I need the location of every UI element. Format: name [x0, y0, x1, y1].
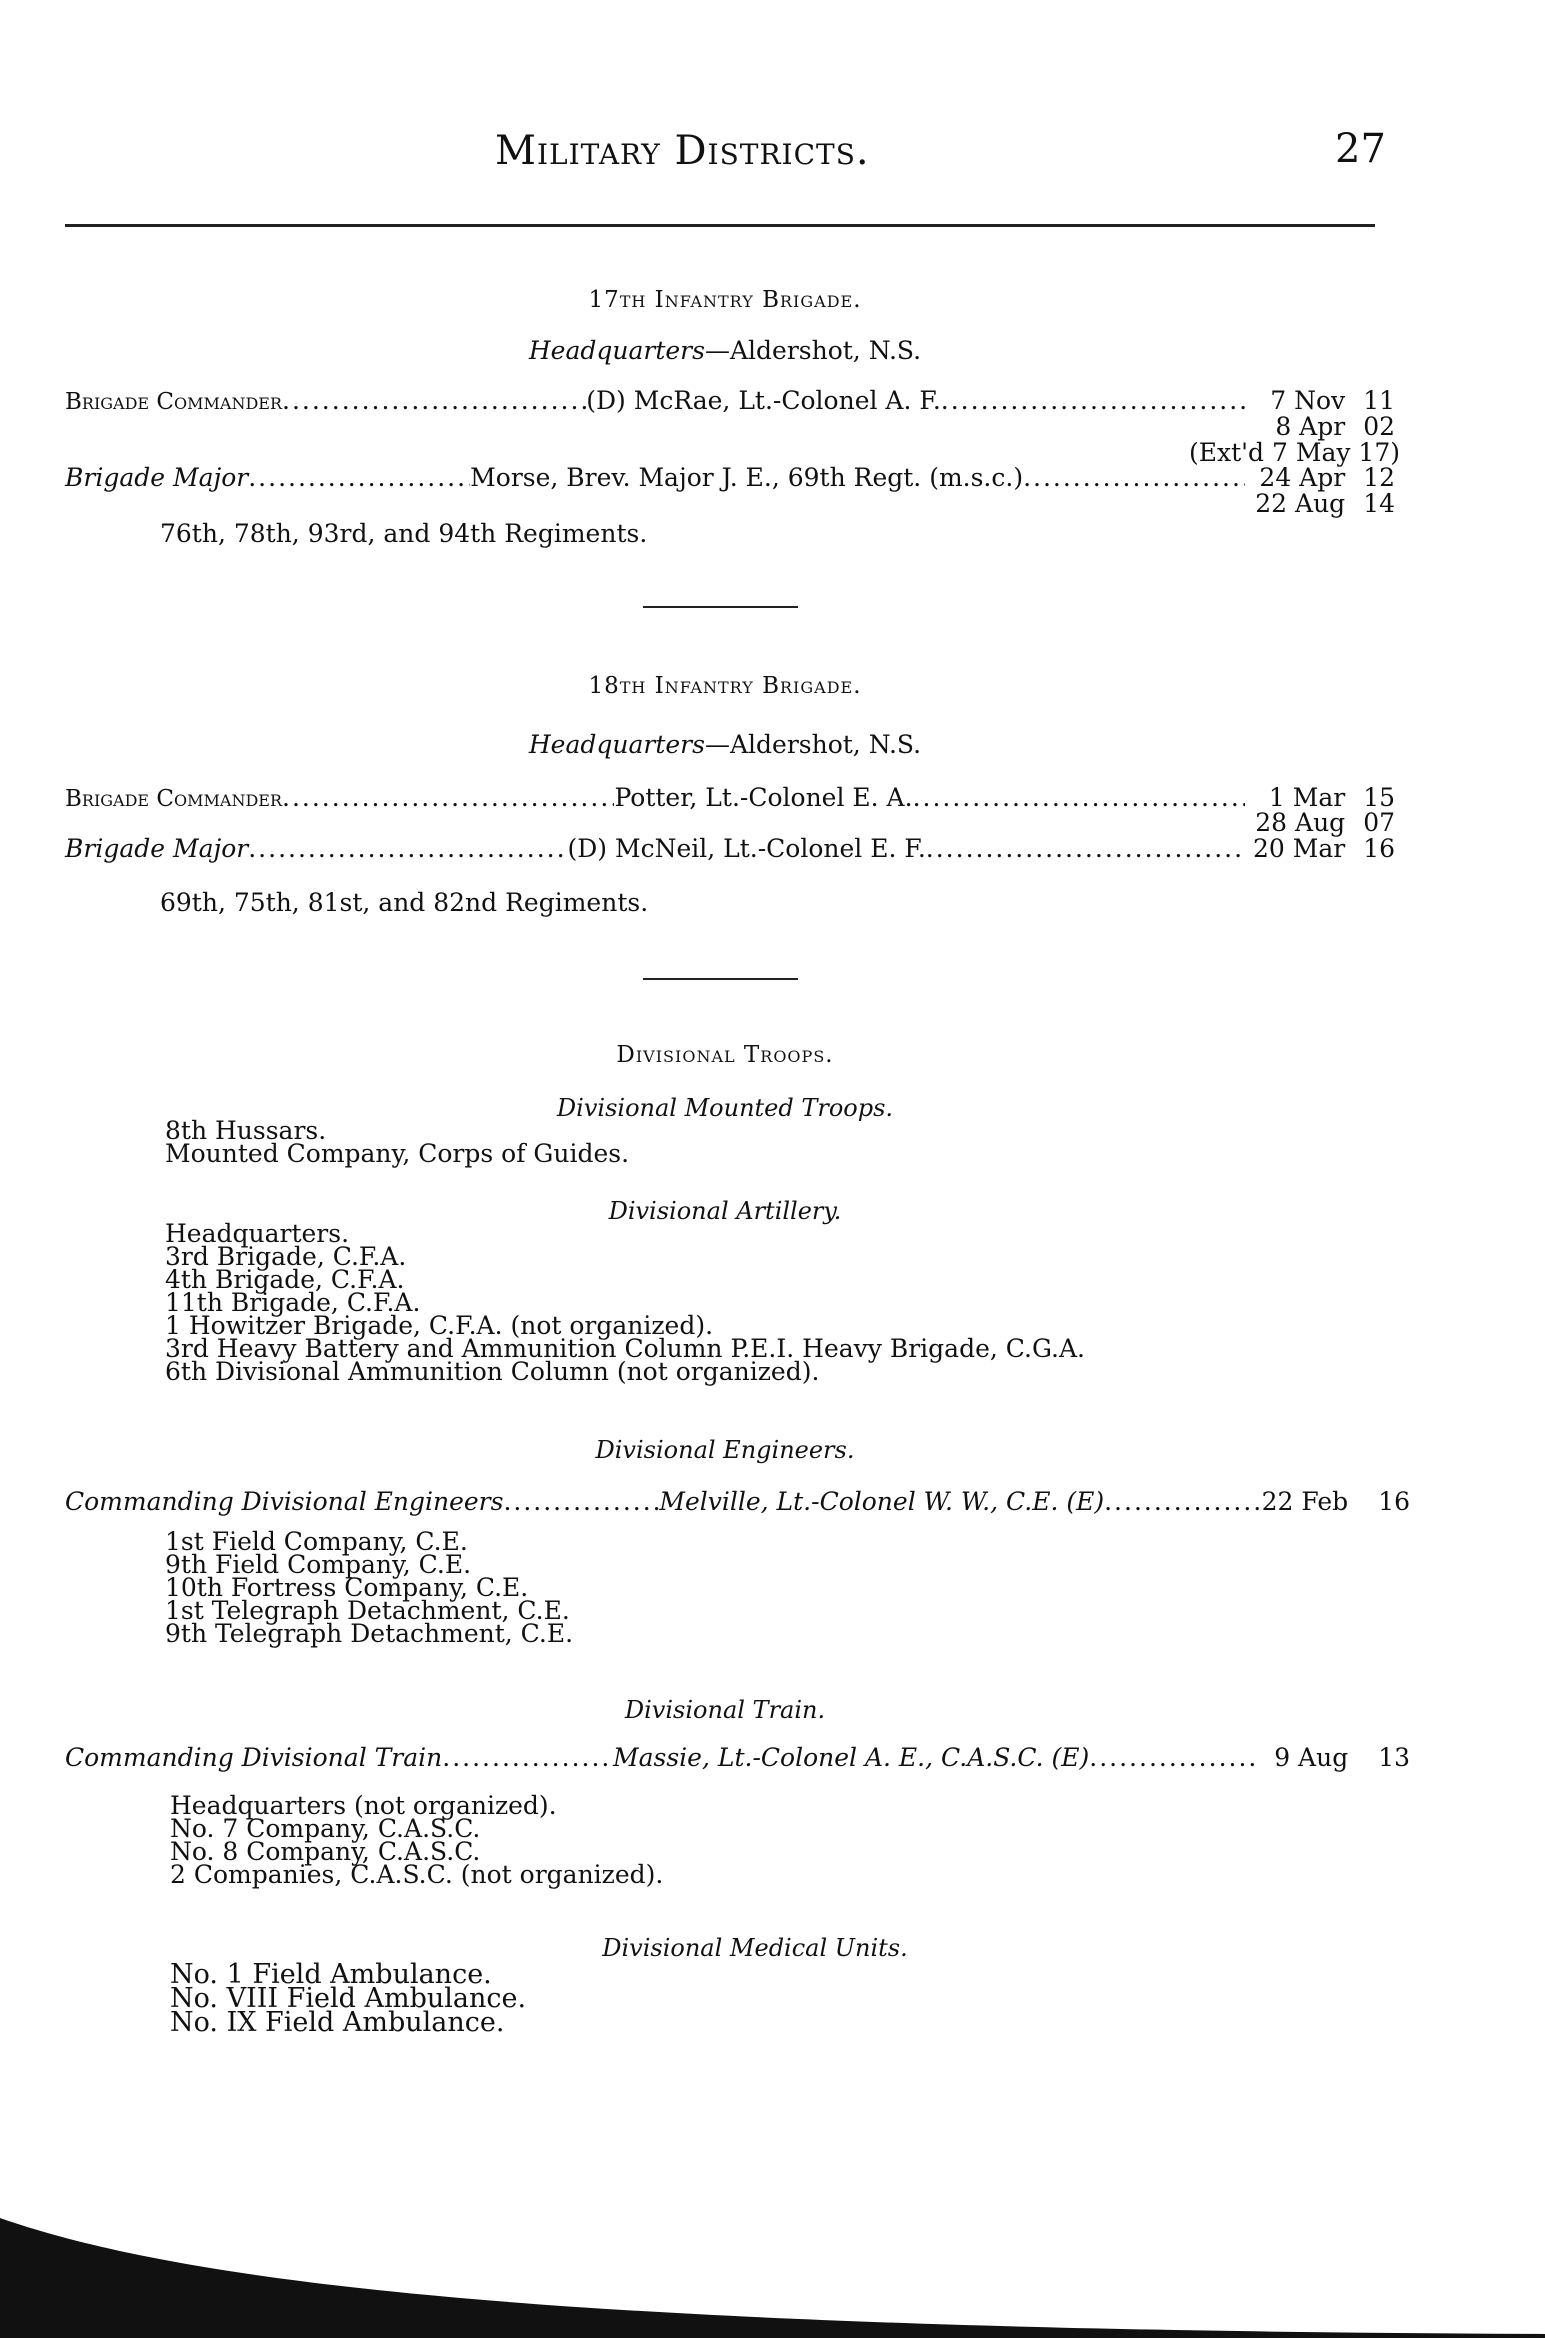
- list-item: 9th Field Company, C.E.: [165, 1550, 472, 1579]
- commander-date: 7 Nov 11: [1270, 386, 1395, 415]
- brigade-17-title: 17th Infantry Brigade.: [588, 287, 862, 313]
- list-item: 9th Telegraph Detachment, C.E.: [165, 1619, 574, 1648]
- leader-dots: [282, 386, 586, 415]
- major-date-2: 22 Aug 14: [1255, 489, 1395, 518]
- commander-ext: (Ext'd 7 May 17): [1189, 438, 1400, 467]
- commander-date-2: 28 Aug 07: [1255, 808, 1395, 837]
- list-item: Headquarters.: [165, 1219, 350, 1248]
- train-cmd-label: Commanding Divisional Train: [65, 1743, 443, 1772]
- leader-dots: [1104, 1487, 1260, 1516]
- train-list: [170, 1791, 664, 1889]
- list-item: 3rd Heavy Battery and Ammunition Column P.E.I. Heavy Brigade, C.G.A.: [165, 1334, 1085, 1363]
- artillery-list: [165, 1219, 1085, 1386]
- major-label: Brigade Major: [65, 834, 249, 863]
- brigade-17-regiments: 76th, 78th, 93rd, and 94th Regiments.: [160, 519, 648, 548]
- engineers-cmd-name: Melville, Lt.-Colonel W. W., C.E. (E): [659, 1487, 1105, 1516]
- major-name: Morse, Brev. Major J. E., 69th Regt. (m.s.c.): [470, 463, 1024, 492]
- list-item: 6th Divisional Ammunition Column (not organized).: [165, 1357, 820, 1386]
- page-title: Military Districts.: [495, 128, 870, 174]
- list-item: 8th Hussars.: [165, 1116, 327, 1145]
- commander-name: Potter, Lt.-Colonel E. A.: [614, 783, 913, 812]
- major-name: (D) McNeil, Lt.-Colonel E. F.: [567, 834, 926, 863]
- page-number: 27: [1335, 126, 1386, 172]
- leader-dots: [913, 783, 1245, 812]
- list-item: 1st Telegraph Detachment, C.E.: [165, 1596, 570, 1625]
- brigade-17-major-row: [65, 463, 1395, 493]
- commander-name: (D) McRae, Lt.-Colonel A. F.: [586, 386, 941, 415]
- brigade-17-hq: Headquarters—Aldershot, N.S.: [528, 336, 922, 365]
- leader-dots: [248, 834, 567, 863]
- engineers-cmd-row: [65, 1487, 1410, 1517]
- list-item: No. 1 Field Ambulance.: [170, 1959, 492, 1990]
- engineers-cmd-date: 22 Feb 16: [1261, 1487, 1410, 1516]
- list-item: 2 Companies, C.A.S.C. (not organized).: [170, 1860, 664, 1889]
- major-date: 24 Apr 12: [1259, 463, 1396, 492]
- list-item: No. VIII Field Ambulance.: [170, 1983, 527, 2014]
- brigade-18-major-row: [65, 834, 1395, 864]
- leader-dots: [1023, 463, 1245, 492]
- list-item: 1 Howitzer Brigade, C.F.A. (not organized).: [165, 1311, 714, 1340]
- list-item: Headquarters (not organized).: [170, 1791, 557, 1820]
- divisional-title: Divisional Troops.: [616, 1042, 834, 1068]
- brigade-17-commander-row: [65, 386, 1395, 416]
- artillery-heading: Divisional Artillery.: [608, 1197, 842, 1225]
- mounted-heading: Divisional Mounted Troops.: [556, 1094, 894, 1122]
- medical-heading: Divisional Medical Units.: [602, 1934, 908, 1962]
- commander-date-2: 8 Apr 02: [1275, 412, 1395, 441]
- major-label: Brigade Major: [65, 463, 249, 492]
- list-item: 4th Brigade, C.F.A.: [165, 1265, 405, 1294]
- list-item: No. 8 Company, C.A.S.C.: [170, 1837, 481, 1866]
- leader-dots: [503, 1487, 659, 1516]
- leader-dots: [442, 1743, 613, 1772]
- engineers-list: [165, 1527, 574, 1648]
- commander-label: Brigade Commander: [65, 389, 283, 415]
- scan-edge-shadow: [0, 2218, 1545, 2338]
- engineers-cmd-label: Commanding Divisional Engineers: [65, 1487, 504, 1516]
- medical-list: [170, 1959, 527, 2038]
- list-item: Mounted Company, Corps of Guides.: [165, 1139, 630, 1168]
- train-cmd-date: 9 Aug 13: [1274, 1743, 1411, 1772]
- commander-date: 1 Mar 15: [1268, 783, 1395, 812]
- list-item: 10th Fortress Company, C.E.: [165, 1573, 529, 1602]
- commander-label: Brigade Commander: [65, 786, 283, 812]
- list-item: No. IX Field Ambulance.: [170, 2007, 505, 2038]
- list-item: No. 7 Company, C.A.S.C.: [170, 1814, 481, 1843]
- leader-dots: [926, 834, 1245, 863]
- section-divider: [643, 978, 798, 980]
- brigade-18-title: 18th Infantry Brigade.: [588, 673, 862, 699]
- header-rule: [65, 224, 1375, 227]
- brigade-18-commander-row: [65, 783, 1395, 813]
- list-item: 1st Field Company, C.E.: [165, 1527, 468, 1556]
- leader-dots: [1089, 1743, 1260, 1772]
- list-item: 3rd Brigade, C.F.A.: [165, 1242, 407, 1271]
- list-item: 11th Brigade, C.F.A.: [165, 1288, 421, 1317]
- leader-dots: [248, 463, 470, 492]
- leader-dots: [282, 783, 614, 812]
- engineers-heading: Divisional Engineers.: [595, 1436, 855, 1464]
- brigade-18-regiments: 69th, 75th, 81st, and 82nd Regiments.: [160, 888, 649, 917]
- train-cmd-name: Massie, Lt.-Colonel A. E., C.A.S.C. (E): [613, 1743, 1090, 1772]
- major-date: 20 Mar 16: [1252, 834, 1396, 863]
- brigade-18-hq: Headquarters—Aldershot, N.S.: [528, 730, 922, 759]
- train-heading: Divisional Train.: [624, 1696, 826, 1724]
- train-cmd-row: [65, 1743, 1410, 1773]
- section-divider: [643, 606, 798, 608]
- leader-dots: [941, 386, 1245, 415]
- mounted-list: [165, 1116, 630, 1168]
